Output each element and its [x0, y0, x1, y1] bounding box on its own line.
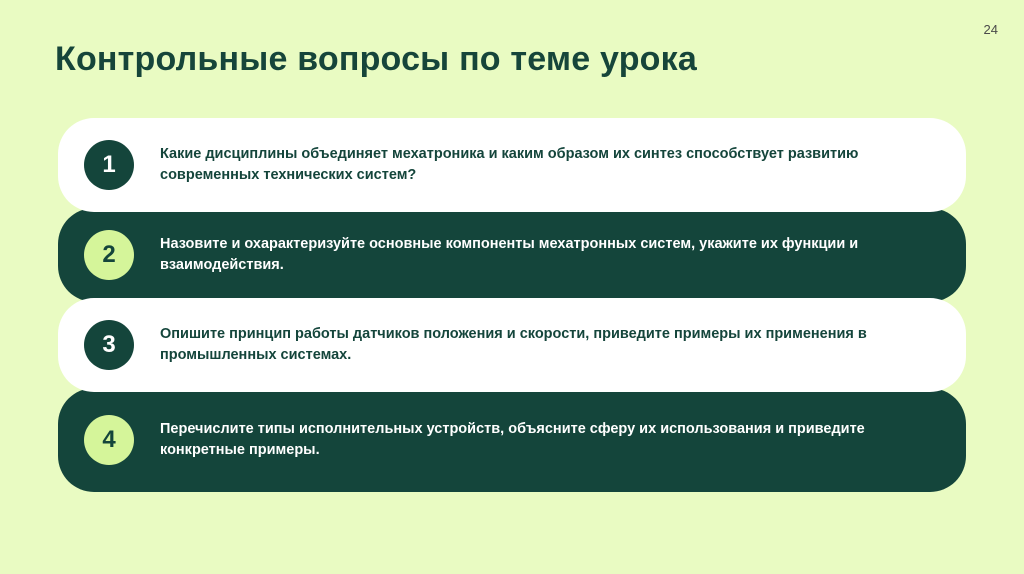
list-item — [58, 118, 966, 212]
question-text: Опишите принцип работы датчиков положения и скорости, приведите примеры их применения в промышленных системах. — [160, 325, 867, 363]
slide-number: 24 — [983, 22, 998, 37]
list-item — [58, 298, 966, 392]
question-number-badge: 1 — [84, 140, 134, 190]
page-title: Контрольные вопросы по теме урока — [55, 40, 697, 78]
question-number-badge: 2 — [84, 230, 134, 280]
question-number-badge: 4 — [84, 415, 134, 465]
list-item — [58, 208, 966, 302]
list-item — [58, 388, 966, 492]
question-number-badge: 3 — [84, 320, 134, 370]
question-text: Назовите и охарактеризуйте основные компоненты мехатронных систем, укажите их функции и взаимодействия. — [160, 235, 859, 273]
question-text: Перечислите типы исполнительных устройств, объясните сферу их использования и приведите конкретные примеры. — [160, 420, 865, 458]
question-text: Какие дисциплины объединяет мехатроника и каким образом их синтез способствует развитию современных технических систем? — [160, 145, 859, 183]
question-list — [58, 118, 966, 488]
